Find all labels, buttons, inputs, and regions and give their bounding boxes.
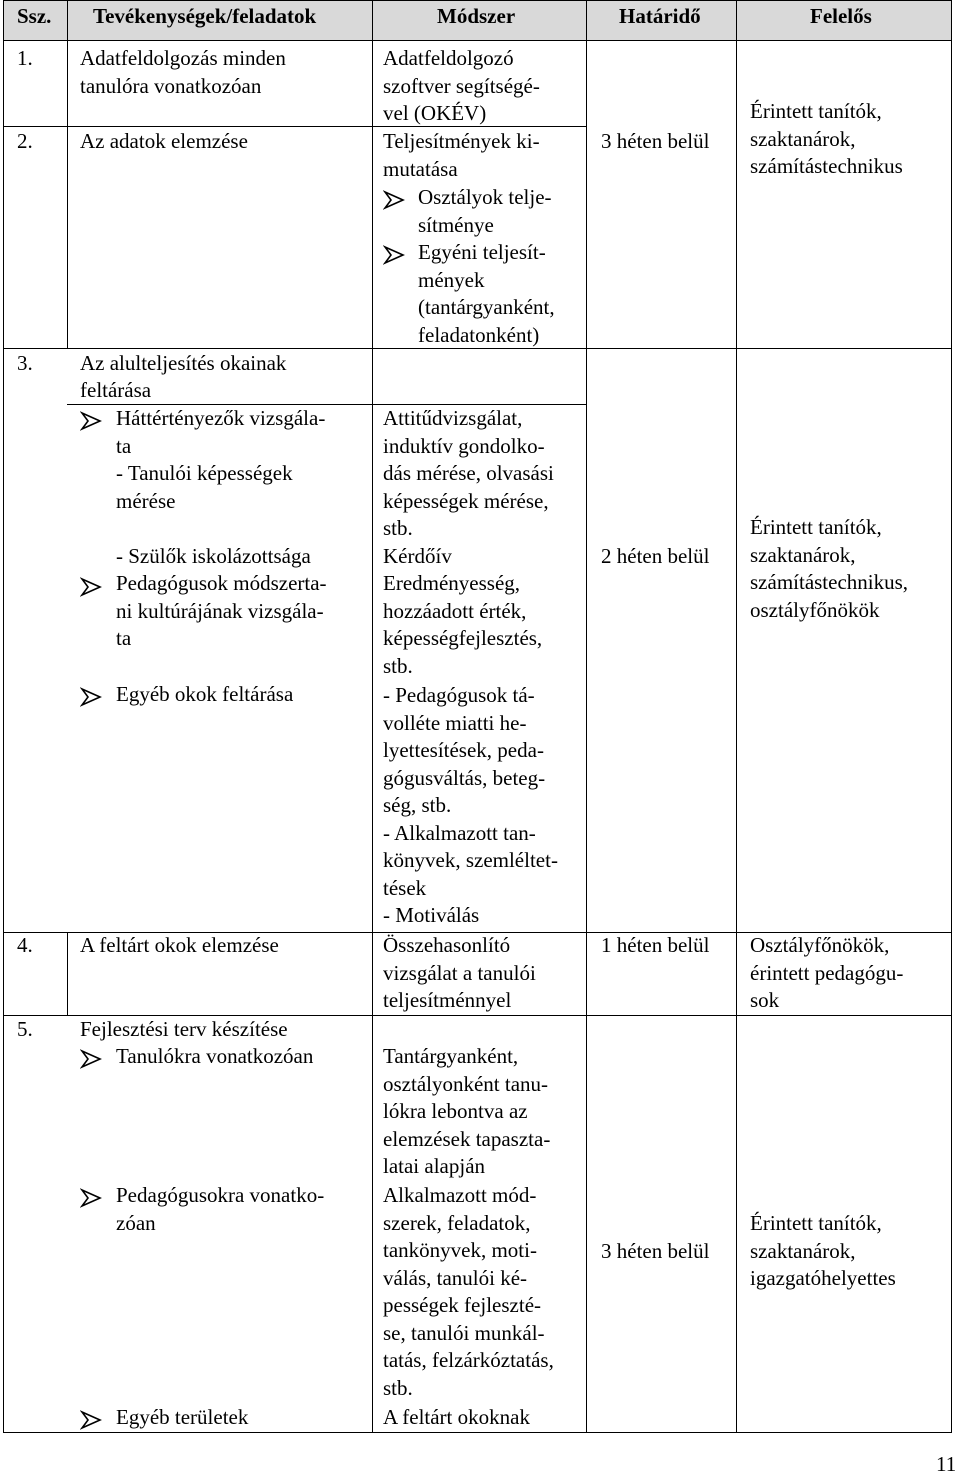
method-3b-line: könyvek, szemléltet- xyxy=(383,848,558,872)
column-rule xyxy=(736,0,737,1432)
header-method: Módszer xyxy=(437,4,516,28)
responsible-row-4 xyxy=(750,932,903,1015)
method-3a xyxy=(383,405,554,680)
method-3a-line: stb. xyxy=(383,653,413,678)
column-rule xyxy=(3,0,4,1432)
deadline-rows-1-2: 3 héten belül xyxy=(601,129,710,153)
column-rule xyxy=(372,0,373,1432)
method-2-bullet-2-line: feladatonként) xyxy=(418,322,540,347)
row-3-sub-methods-line: Pedagógusok módszerta- xyxy=(116,571,327,595)
column-rule xyxy=(67,0,68,348)
method-5b-line: pességek fejleszté- xyxy=(383,1293,542,1317)
responsible-row-4-line: Osztályfőnökök, xyxy=(750,933,890,957)
row-rule xyxy=(3,40,952,41)
row-rule xyxy=(3,0,952,1)
arrowhead-bullet-icon xyxy=(80,410,102,432)
method-2-bullet-1-line: Osztályok telje- xyxy=(418,185,552,209)
method-3a-line: hozzáadott érték, xyxy=(383,598,527,623)
method-5b-line: szerek, feladatok, xyxy=(383,1210,531,1235)
row-3-activity-l1: Az alulteljesítés okainak xyxy=(80,351,287,375)
method-1-line: vel (OKÉV) xyxy=(383,101,487,125)
responsible-row-4-line: sok xyxy=(750,988,780,1012)
arrowhead-bullet-icon xyxy=(80,576,102,598)
method-5b-line: se, tanulói munkál- xyxy=(383,1320,545,1345)
responsible-row-3-line: szaktanárok, xyxy=(750,542,856,567)
row-4-number: 4. xyxy=(17,933,33,957)
responsible-rows-1-2 xyxy=(750,98,903,181)
row-3-sub-background-line xyxy=(116,515,325,543)
method-5b xyxy=(383,1182,554,1402)
method-2-bullet-2-line: mények xyxy=(418,267,485,292)
deadline-row-5: 3 héten belül xyxy=(601,1239,710,1263)
method-4-line: Összehasonlító xyxy=(383,933,511,957)
responsible-row-4-line: érintett pedagógu- xyxy=(750,960,904,985)
method-3a-line: képességfejlesztés, xyxy=(383,626,543,650)
method-5b-line: tatás, felzárkóztatás, xyxy=(383,1348,554,1372)
row-2-activity: Az adatok elemzése xyxy=(80,129,248,153)
arrowhead-bullet-icon xyxy=(383,189,405,211)
row-3-sub-methods-line: ni kultúrájának vizsgála- xyxy=(116,598,324,623)
method-4 xyxy=(383,932,536,1015)
method-3b-line: - Motiválás xyxy=(383,903,480,927)
header-responsible: Felelős xyxy=(810,4,872,28)
row-3-sub-other-line: Egyéb okok feltárása xyxy=(116,682,294,706)
responsible-row-3-line: számítástechnikus, xyxy=(750,570,909,594)
row-3-sub-background xyxy=(116,405,325,570)
method-3b-line: ség, stb. xyxy=(383,793,452,817)
method-5a-line: osztályonként tanu- xyxy=(383,1071,549,1096)
method-3a-line: dás mérése, olvasási xyxy=(383,461,554,485)
method-3a-line: Kérdőív xyxy=(383,543,452,568)
row-1-number: 1. xyxy=(17,46,33,70)
row-4-activity: A feltárt okok elemzése xyxy=(80,933,279,957)
responsible-row-3-line: osztályfőnökök xyxy=(750,597,880,622)
method-5b-line: stb. xyxy=(383,1375,413,1400)
row-3-number: 3. xyxy=(17,351,33,375)
method-1 xyxy=(383,45,540,128)
method-2-line: Teljesítmények ki- xyxy=(383,129,540,153)
method-5c xyxy=(383,1404,530,1432)
row-1-activity-line: Adatfeldolgozás minden xyxy=(80,46,286,70)
row-5-number: 5. xyxy=(17,1017,33,1041)
method-5a-line: latai alapján xyxy=(383,1154,486,1178)
responsible-row-5 xyxy=(750,1210,896,1293)
header-ssz: Ssz. xyxy=(17,4,52,28)
row-3-sub-background-line: mérése xyxy=(116,488,176,513)
row-5-sub-teachers-line: zóan xyxy=(116,1210,156,1235)
method-5b-line: válás, tanulói ké- xyxy=(383,1265,528,1290)
row-1-activity-line: tanulóra vonatkozóan xyxy=(80,73,262,98)
arrowhead-bullet-icon xyxy=(80,686,102,708)
column-rule xyxy=(67,932,68,1015)
method-3a-line: Attitűdvizsgálat, xyxy=(383,406,523,430)
responsible-row-5-line: Érintett tanítók, xyxy=(750,1211,882,1235)
column-rule xyxy=(586,0,587,1432)
responsible-row-3 xyxy=(750,514,908,624)
row-5-sub-other xyxy=(116,1404,248,1432)
method-5a-line: Tantárgyanként, xyxy=(383,1044,519,1068)
row-rule xyxy=(586,348,952,349)
responsible-row-3-line: Érintett tanítók, xyxy=(750,515,882,539)
row-5-sub-teachers-line: Pedagógusokra vonatko- xyxy=(116,1183,325,1207)
method-3a-line: képességek mérése, xyxy=(383,488,549,513)
method-3b-line: - Pedagógusok tá- xyxy=(383,683,535,707)
method-3b-line: volléte miatti he- xyxy=(383,710,527,735)
method-2-bullet-2-line: Egyéni teljesít- xyxy=(418,240,546,264)
row-rule xyxy=(3,1432,952,1433)
method-5a-line: elemzések tapaszta- xyxy=(383,1126,551,1151)
method-2-bullet-2-line: (tantárgyanként, xyxy=(418,295,555,319)
row-3-sub-background-line: Háttértényezők vizsgála- xyxy=(116,406,326,430)
row-5-sub-other-line: Egyéb területek xyxy=(116,1405,249,1429)
page-number: 11 xyxy=(936,1452,957,1476)
arrowhead-bullet-icon xyxy=(80,1187,102,1209)
responsible-rows-1-2-line: Érintett tanítók, xyxy=(750,99,882,123)
method-3a-line: stb. xyxy=(383,516,413,540)
row-3-sub-methods xyxy=(116,570,327,653)
method-3a-line: Eredményesség, xyxy=(383,571,521,595)
arrowhead-bullet-icon xyxy=(80,1048,102,1070)
row-2-number: 2. xyxy=(17,129,33,153)
column-rule xyxy=(951,0,952,1432)
row-3-sub-background-line: ta xyxy=(116,433,132,458)
arrowhead-bullet-icon xyxy=(383,244,405,266)
method-3b-line: lyettesítések, peda- xyxy=(383,738,544,762)
method-2 xyxy=(383,128,540,183)
header-activities: Tevékenységek/feladatok xyxy=(93,4,317,28)
responsible-row-5-line: szaktanárok, xyxy=(750,1238,856,1263)
method-5b-line: Alkalmazott mód- xyxy=(383,1183,537,1207)
row-5-sub-students xyxy=(116,1043,313,1071)
header-deadline: Határidő xyxy=(619,4,701,28)
responsible-row-5-line: igazgatóhelyettes xyxy=(750,1266,896,1290)
row-3-sub-methods-line: ta xyxy=(116,626,132,650)
method-5b-line: tankönyvek, moti- xyxy=(383,1238,537,1262)
method-2-bullet-1-line: sítménye xyxy=(418,212,494,237)
row-1-activity xyxy=(80,45,286,100)
responsible-rows-1-2-line: szaktanárok, xyxy=(750,126,856,151)
deadline-row-3: 2 héten belül xyxy=(601,544,710,568)
method-5c-line: A feltárt okoknak xyxy=(383,1405,530,1429)
method-2-bullet-2 xyxy=(418,239,555,349)
method-3b xyxy=(383,682,558,930)
row-5-sub-students-line: Tanulókra vonatkozóan xyxy=(116,1044,314,1068)
row-5-sub-teachers xyxy=(116,1182,324,1237)
method-3a-line: induktív gondolko- xyxy=(383,433,545,458)
method-1-line: szoftver segítségé- xyxy=(383,73,540,98)
method-3b-line: - Alkalmazott tan- xyxy=(383,820,536,845)
deadline-row-4: 1 héten belül xyxy=(601,933,710,957)
method-3b-line: tések xyxy=(383,875,427,900)
responsible-rows-1-2-line: számítástechnikus xyxy=(750,154,903,178)
method-4-line: vizsgálat a tanulói xyxy=(383,960,536,985)
row-3-activity-l2: feltárása xyxy=(80,378,152,402)
method-2-bullet-1 xyxy=(418,184,552,239)
row-3-sub-other xyxy=(116,681,293,709)
method-1-line: Adatfeldolgozó xyxy=(383,46,514,70)
row-5-activity: Fejlesztési terv készítése xyxy=(80,1017,288,1041)
row-3-sub-background-line: - Tanulói képességek xyxy=(116,461,293,485)
row-3-sub-background-line: - Szülők iskolázottsága xyxy=(116,543,311,568)
method-5a-line: lókra lebontva az xyxy=(383,1099,528,1123)
method-2-line: mutatása xyxy=(383,156,458,181)
arrowhead-bullet-icon xyxy=(80,1409,102,1431)
method-5a xyxy=(383,1043,550,1181)
method-3b-line: gógusváltás, beteg- xyxy=(383,765,546,790)
method-4-line: teljesítménnyel xyxy=(383,988,512,1012)
